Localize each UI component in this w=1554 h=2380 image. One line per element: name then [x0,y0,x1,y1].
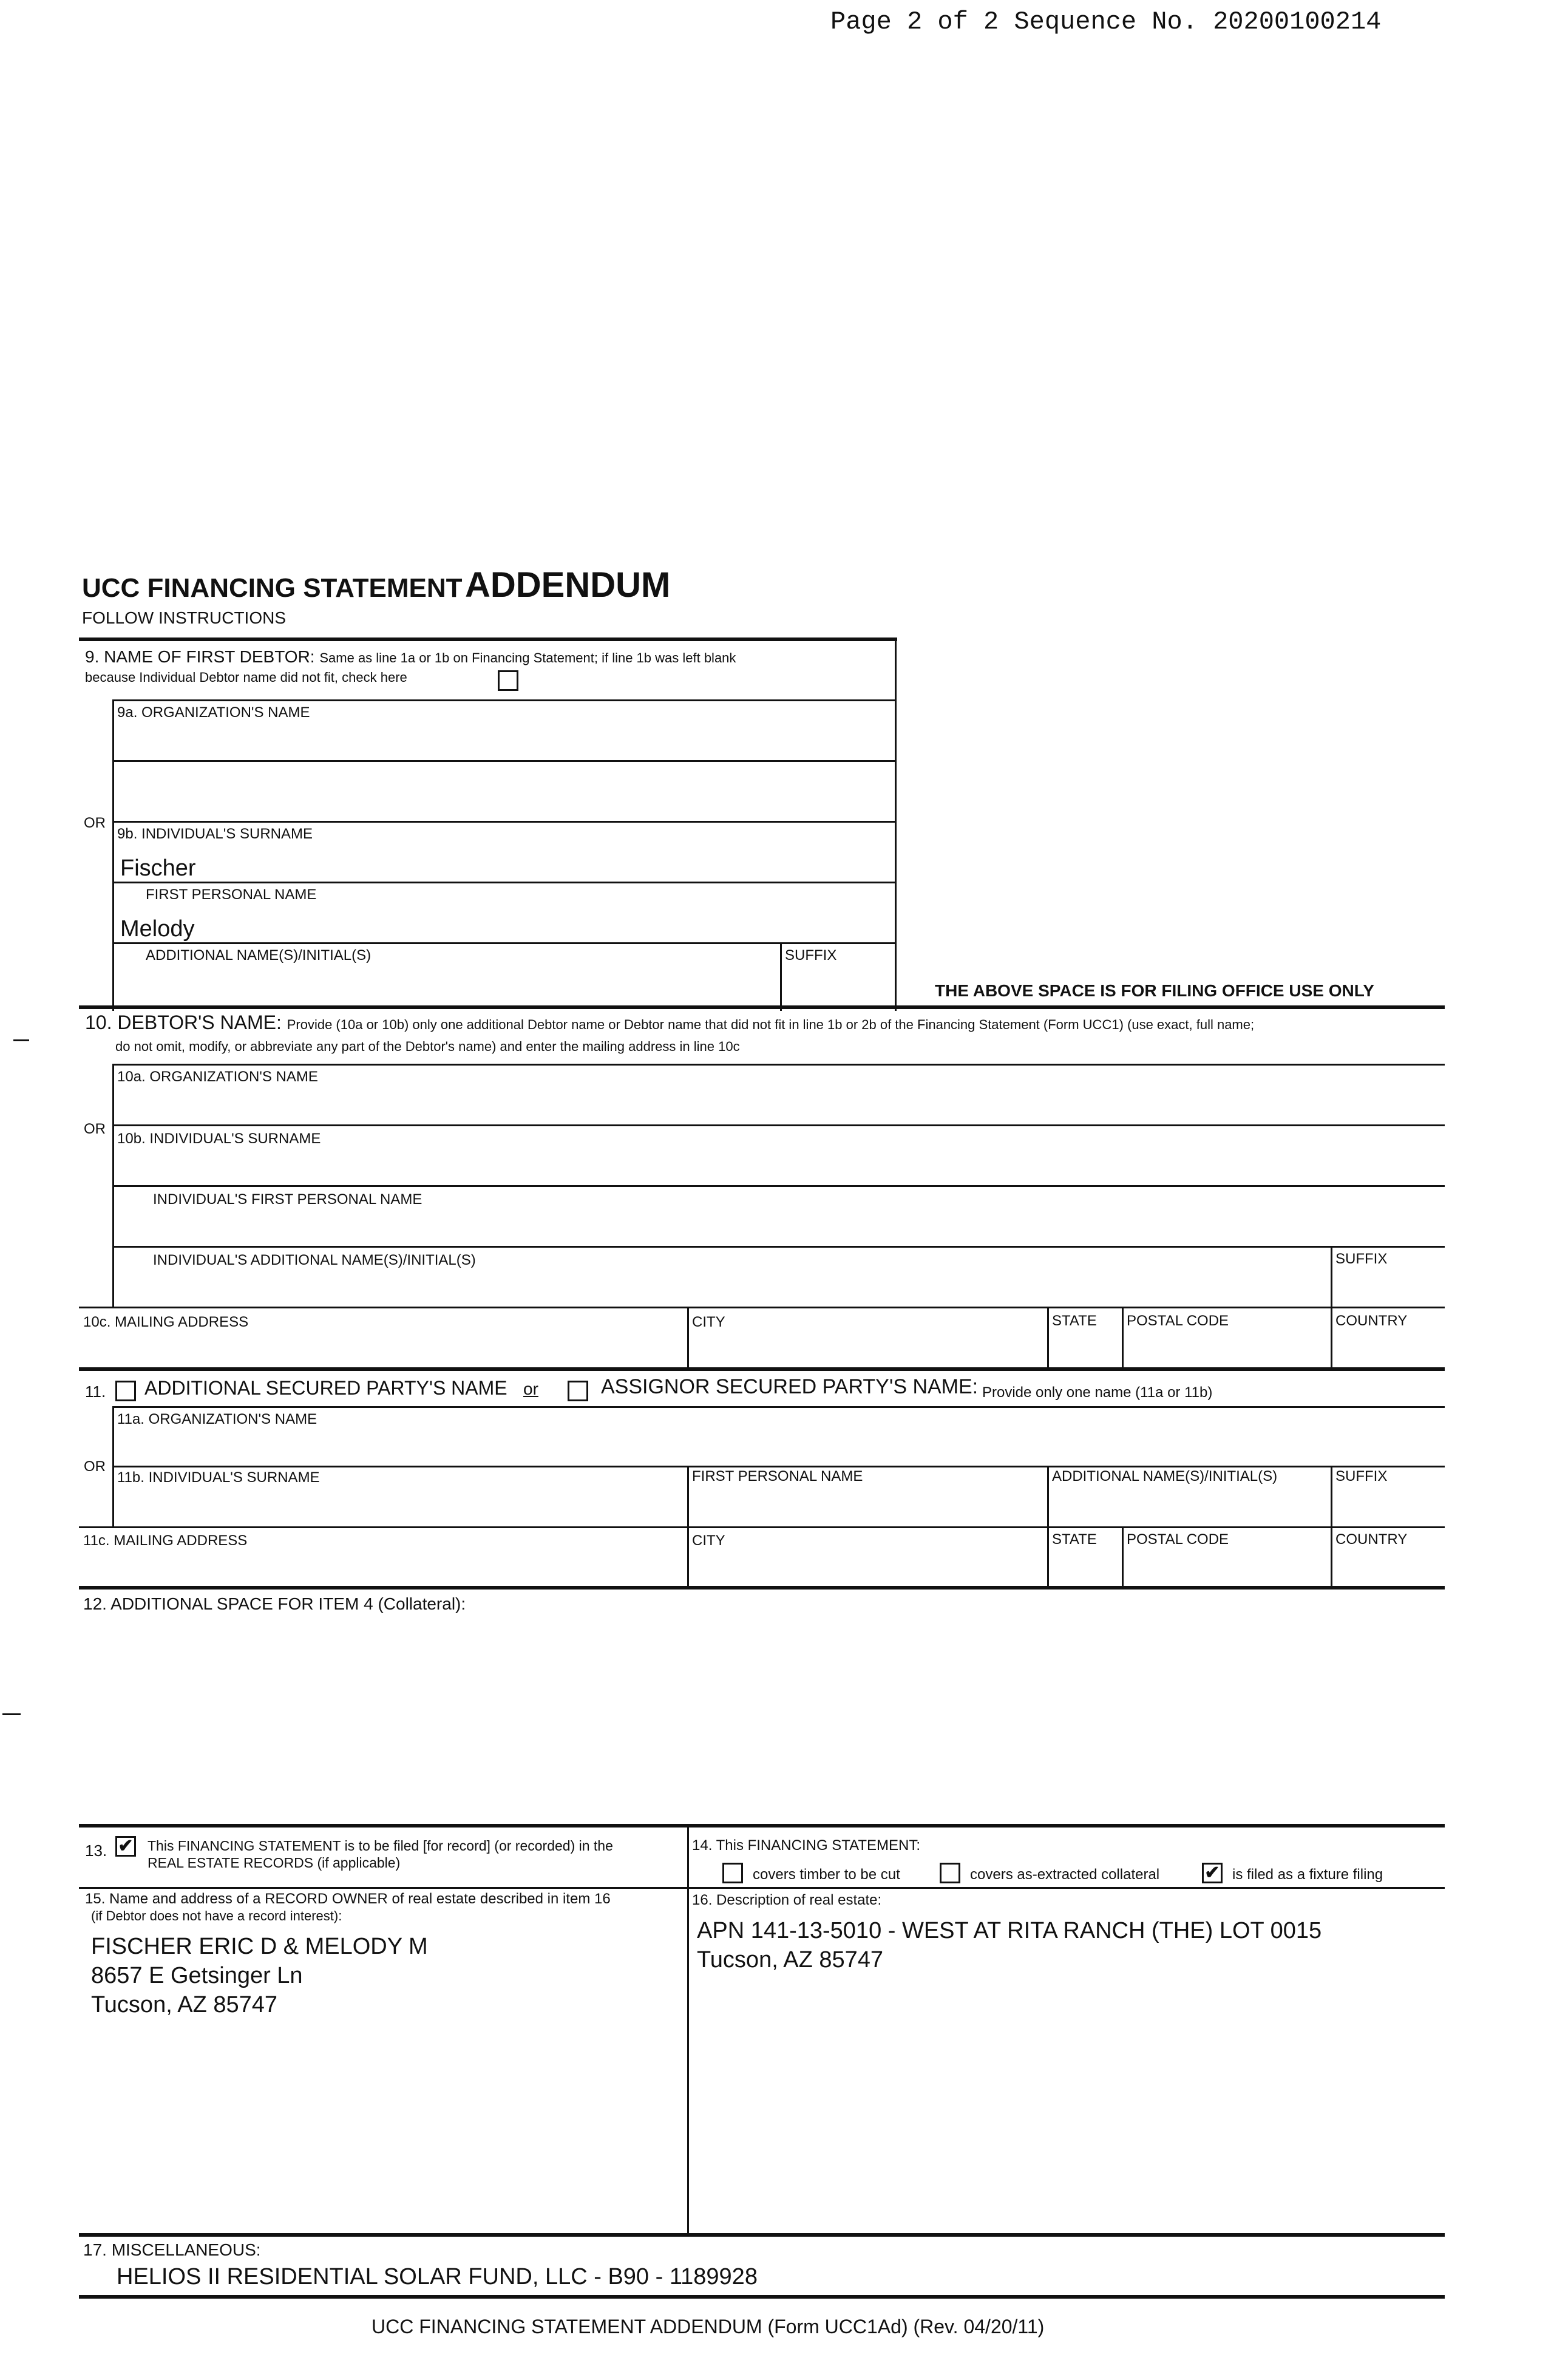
form-title-main: UCC FINANCING STATEMENT [82,573,463,603]
fixture-filing-checkbox[interactable]: ✔ [1202,1863,1223,1883]
form-footer: UCC FINANCING STATEMENT ADDENDUM (Form UCC1Ad) (Rev. 04/20/11) [372,2316,1045,2338]
9-first-name-value[interactable]: Melody [120,916,195,942]
filing-office-notice: THE ABOVE SPACE IS FOR FILING OFFICE USE ONLY [935,981,1374,1000]
11c-mailing-address-label: 11c. MAILING ADDRESS [83,1532,248,1549]
10b-surname-label: 10b. INDIVIDUAL'S SURNAME [117,1130,321,1147]
assignor-secured-party-checkbox[interactable] [568,1381,588,1401]
section-13-text: This FINANCING STATEMENT is to be filed [for record] (or recorded) in the [148,1838,613,1854]
section-10-note2: do not omit, modify, or abbreviate any part of the Debtor's name) and enter the mailing address in line 10c [115,1039,740,1054]
section-11-note: Provide only one name (11a or 11b) [982,1384,1213,1401]
12-collateral-label: 12. ADDITIONAL SPACE FOR ITEM 4 (Collateral): [83,1594,466,1613]
divider [112,1185,1445,1187]
section-9-note: Same as line 1a or 1b on Financing Statement; if line 1b was left blank [319,650,736,665]
margin-mark [2,1713,21,1715]
9b-surname-label: 9b. INDIVIDUAL'S SURNAME [117,826,313,842]
11c-city-label: CITY [692,1532,725,1549]
15-record-owner-label: 15. Name and address of a RECORD OWNER of real estate described in item 16 [85,1891,611,1907]
as-extracted-collateral-checkbox[interactable] [940,1863,960,1883]
divider [1047,1526,1049,1587]
15-owner-city[interactable]: Tucson, AZ 85747 [91,1992,278,2018]
additional-secured-party-checkbox[interactable] [115,1381,136,1401]
9-first-name-label: FIRST PERSONAL NAME [146,886,317,903]
section-9-note2: because Individual Debtor name did not fit, check here [85,670,407,685]
divider [687,1824,689,2236]
divider [112,942,897,944]
10-first-name-label: INDIVIDUAL'S FIRST PERSONAL NAME [153,1191,422,1208]
divider [79,2233,1445,2237]
11c-state-label: STATE [1052,1531,1097,1548]
16-real-estate-line1[interactable]: APN 141-13-5010 - WEST AT RITA RANCH (THE) LOT 0015 [697,1918,1322,1943]
divider [79,638,897,641]
divider [112,1124,1445,1126]
divider [112,821,897,823]
16-real-estate-line2[interactable]: Tucson, AZ 85747 [697,1947,884,1973]
9-additional-names-label: ADDITIONAL NAME(S)/INITIAL(S) [146,947,372,964]
covers-timber-checkbox[interactable] [722,1863,743,1883]
margin-mark [13,1039,29,1041]
section-11-number: 11. [85,1382,106,1401]
divider [1331,1307,1332,1367]
divider [1331,1526,1332,1587]
divider [1331,1246,1332,1307]
divider [1047,1466,1049,1528]
divider [1047,1307,1049,1367]
divider [79,1005,1445,1009]
form-title-big: ADDENDUM [465,565,671,605]
divider [687,1466,689,1528]
11b-additional-names-label: ADDITIONAL NAME(S)/INITIAL(S) [1052,1468,1278,1484]
divider [1122,1307,1124,1367]
divider [79,1526,1445,1528]
15-owner-street[interactable]: 8657 E Getsinger Ln [91,1963,303,1988]
section-9-title: 9. NAME OF FIRST DEBTOR: [85,647,315,666]
form-title [82,565,670,605]
9-suffix-label: SUFFIX [785,947,837,964]
or-label-11: OR [84,1458,106,1475]
fixture-filing-label: is filed as a fixture filing [1232,1866,1383,1883]
divider [112,760,897,762]
or-label-10: OR [84,1121,106,1137]
section-10-title: 10. DEBTOR'S NAME: [85,1011,282,1033]
divider [79,1887,1445,1889]
same-as-line-checkbox[interactable] [498,670,518,691]
11b-surname-label: 11b. INDIVIDUAL'S SURNAME [117,1469,320,1486]
or-word-11: or [523,1379,538,1398]
divider [79,1367,1445,1371]
10c-mailing-address-label: 10c. MAILING ADDRESS [83,1314,249,1330]
11b-first-name-label: FIRST PERSONAL NAME [692,1468,863,1484]
divider [1331,1466,1332,1528]
17-miscellaneous-label: 17. MISCELLANEOUS: [83,2240,261,2259]
10-additional-names-label: INDIVIDUAL'S ADDITIONAL NAME(S)/INITIAL(S) [153,1252,476,1268]
divider [112,882,897,883]
14-label: 14. This FINANCING STATEMENT: [692,1837,921,1854]
divider [687,1307,689,1367]
page-sequence-header: Page 2 of 2 Sequence No. 20200100214 [830,7,1382,36]
11b-suffix-label: SUFFIX [1335,1468,1388,1484]
divider [79,1586,1445,1589]
15-record-owner-label2: (if Debtor does not have a record interest): [91,1908,342,1923]
as-extracted-collateral-label: covers as-extracted collateral [970,1866,1160,1883]
10-suffix-label: SUFFIX [1335,1251,1388,1267]
11a-org-name-label: 11a. ORGANIZATION'S NAME [117,1411,317,1427]
divider [112,699,114,1011]
divider [112,699,897,701]
10c-country-label: COUNTRY [1335,1313,1408,1329]
divider [895,638,897,1011]
section-10-note: Provide (10a or 10b) only one additional Debtor name or Debtor name that did not fit in line 1b or 2b of the Financing Statement (Form UCC1) (use exact, full name; [287,1017,1255,1032]
real-estate-records-checkbox[interactable]: ✔ [115,1836,136,1857]
divider [780,942,782,1011]
divider [79,2295,1445,2299]
10a-org-name-label: 10a. ORGANIZATION'S NAME [117,1069,318,1085]
11c-postal-code-label: POSTAL CODE [1127,1531,1229,1548]
15-owner-name[interactable]: FISCHER ERIC D & MELODY M [91,1934,428,1959]
divider [79,1824,1445,1827]
follow-instructions: FOLLOW INSTRUCTIONS [82,608,287,627]
or-label-9: OR [84,815,106,831]
assignor-secured-party-label: ASSIGNOR SECURED PARTY'S NAME: [601,1375,979,1398]
16-real-estate-label: 16. Description of real estate: [692,1892,882,1908]
divider [112,1406,1445,1408]
section-10-heading [85,1011,1255,1033]
11c-country-label: COUNTRY [1335,1531,1408,1548]
10c-postal-code-label: POSTAL CODE [1127,1313,1229,1329]
section-13-text2: REAL ESTATE RECORDS (if applicable) [148,1855,401,1871]
9b-surname-value[interactable]: Fischer [120,855,196,881]
divider [1122,1526,1124,1587]
17-miscellaneous-value[interactable]: HELIOS II RESIDENTIAL SOLAR FUND, LLC - B90 - 1189928 [117,2264,758,2290]
divider [112,1246,1445,1248]
divider [79,1307,1445,1308]
section-9-heading [85,648,736,667]
divider [687,1526,689,1587]
additional-secured-party-label: ADDITIONAL SECURED PARTY'S NAME [144,1377,507,1399]
9a-org-name-label: 9a. ORGANIZATION'S NAME [117,704,310,721]
covers-timber-label: covers timber to be cut [753,1866,900,1883]
section-13-number: 13. [85,1841,107,1860]
divider [112,1466,1445,1467]
10c-city-label: CITY [692,1314,725,1330]
10c-state-label: STATE [1052,1313,1097,1329]
divider [112,1064,1445,1066]
